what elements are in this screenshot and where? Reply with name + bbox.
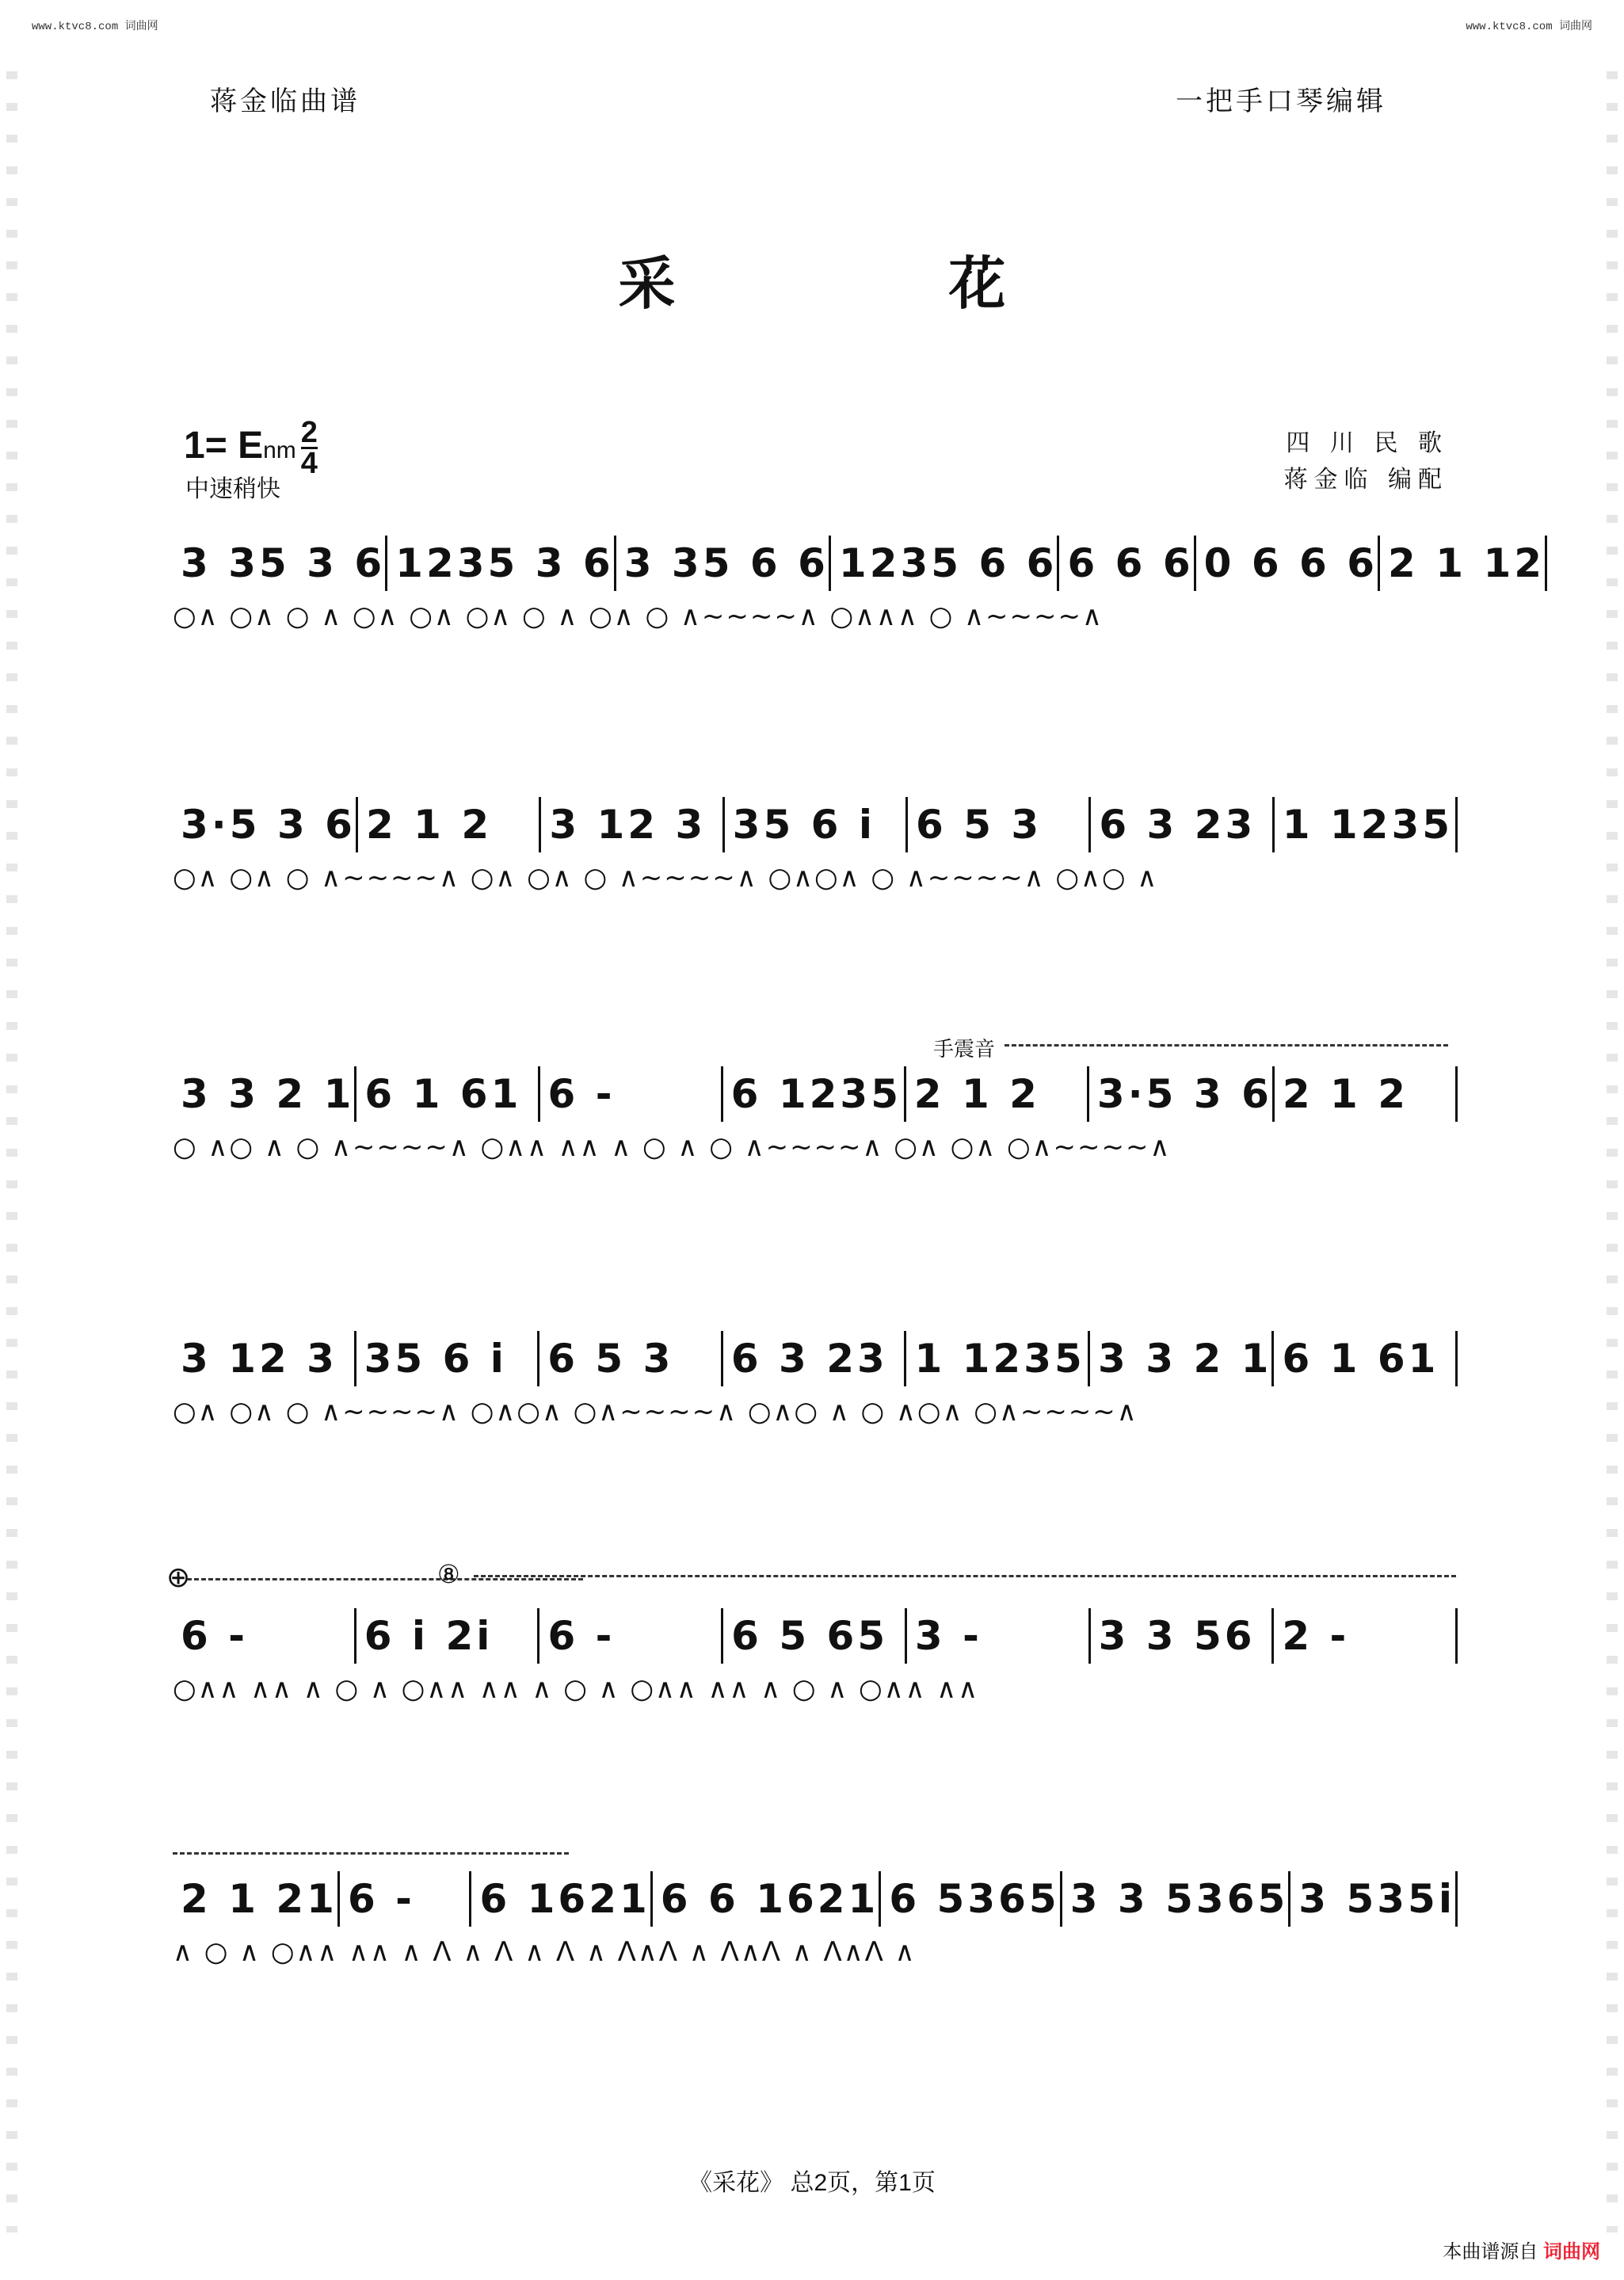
measure: 3 3 56: [1088, 1608, 1272, 1664]
notes-row: [173, 536, 1546, 591]
measure: 6 -: [337, 1871, 469, 1927]
measure: 6 5 3: [905, 797, 1088, 852]
measure: 3 535i: [1288, 1871, 1458, 1927]
measure: 6 5 3: [537, 1331, 721, 1386]
left-decorative-strip: [6, 48, 17, 2232]
measure: 3 12 3: [181, 1336, 337, 1382]
measure: 6 5 65: [721, 1608, 905, 1664]
breath-marks-row: ∧ ○ ∧ ○∧∧ ∧∧ ∧ Λ ∧ Λ ∧ Λ ∧ Λ∧Λ ∧ Λ∧Λ ∧ Λ∧Λ ∧: [173, 1936, 917, 1968]
measure: 3 12 3: [539, 797, 722, 852]
measure: 2 1 12: [1378, 536, 1547, 591]
measure: 3 3 2 1: [181, 1071, 355, 1117]
measure: 2 1 2: [904, 1066, 1087, 1122]
notes-row: [173, 1331, 1458, 1386]
header-right: 一把手口琴编辑: [1176, 86, 1386, 117]
right-decorative-strip: [1607, 48, 1618, 2232]
source-brand-link[interactable]: 词曲网: [1543, 2241, 1600, 2263]
measure: 6 3 23: [721, 1331, 905, 1386]
origin-credit: 四 川 民 歌: [1286, 429, 1448, 457]
arranger-credit: 蒋金临 编配: [1283, 466, 1448, 494]
measure: 1235 3 6: [385, 536, 614, 591]
time-bottom: 4: [300, 447, 318, 480]
score-system-5: [166, 1560, 1458, 1711]
key-label: 1= E: [184, 425, 264, 467]
notes-row: [173, 1871, 1458, 1927]
measure: 6 -: [538, 1066, 721, 1122]
measure: 2 1 21: [181, 1876, 337, 1922]
source-credit: [1443, 2236, 1600, 2263]
measure: 6 -: [181, 1613, 248, 1659]
measure: 3 35 6 6: [614, 536, 829, 591]
measure: 1235 6 6: [829, 536, 1058, 591]
measure: 6 1621: [469, 1871, 650, 1927]
measure: 3·5 3 6: [181, 802, 356, 848]
measure: 0 6 6 6: [1194, 536, 1378, 591]
tempo-marking: 中速稍快: [185, 475, 280, 503]
segno-icon: ⑧: [437, 1560, 460, 1588]
measure: 3 3 5365: [1060, 1871, 1289, 1927]
header-left: 蒋金临曲谱: [210, 86, 360, 117]
coda-bracket-line: [187, 1578, 583, 1580]
measure: 2 1 2: [1272, 1066, 1458, 1122]
measure: 6 1235: [721, 1066, 904, 1122]
time-top: 2: [300, 416, 318, 449]
measure: 6 1 61: [354, 1066, 537, 1122]
vibrato-mark: 手震音: [933, 1038, 996, 1062]
measure: 1 1235: [904, 1331, 1088, 1386]
measure: 2 -: [1271, 1608, 1458, 1664]
measure: 6 5365: [879, 1871, 1059, 1927]
measure: 3·5 3 6: [1087, 1066, 1272, 1122]
breath-marks-row: ○∧ ○∧ ○ ∧ ○∧ ○∧ ○∧ ○ ∧ ○∧ ○ ∧~~~~∧ ○∧∧∧ ○ ∧~~~~∧: [173, 601, 1104, 632]
measure: 35 6 i: [722, 797, 905, 852]
score-system-2: [173, 797, 1458, 900]
repeat-extension-line: [474, 1575, 1456, 1577]
score-system-4: [173, 1331, 1458, 1434]
measure: 1 1235: [1272, 797, 1458, 852]
measure: 3 35 3 6: [181, 540, 386, 586]
site-url-left: www.ktvc8.com 词曲网: [32, 21, 158, 33]
site-url-right: www.ktvc8.com 词曲网: [1466, 21, 1592, 33]
breath-marks-row: ○ ∧○ ∧ ○ ∧~~~~∧ ○∧∧ ∧∧ ∧ ○ ∧ ○ ∧~~~~∧ ○∧ ○∧ ○∧~~~~∧: [173, 1131, 1172, 1163]
measure: 6 -: [537, 1608, 721, 1664]
breath-marks-row: ○∧ ○∧ ○ ∧~~~~∧ ○∧ ○∧ ○ ∧~~~~∧ ○∧○∧ ○ ∧~~~~∧ ○∧○ ∧: [173, 862, 1159, 894]
score-system-6: [173, 1871, 1458, 1974]
measure: 6 6 1621: [650, 1871, 879, 1927]
measure: 35 6 i: [354, 1331, 538, 1386]
score-system-1: [173, 536, 1546, 639]
vibrato-extension-line: [1005, 1044, 1448, 1047]
source-label: 本曲谱源自: [1443, 2241, 1538, 2263]
measure: 6 3 23: [1088, 797, 1271, 852]
score-system-3: [173, 1038, 1458, 1169]
measure: 2 1 2: [356, 797, 539, 852]
measure: 6 i 2i: [354, 1608, 538, 1664]
measure: 6 6 6: [1057, 536, 1193, 591]
key-mode: nm: [263, 437, 296, 464]
notes-row: [173, 1066, 1458, 1122]
time-signature: [301, 418, 318, 478]
notes-row: [173, 1608, 1458, 1664]
page-title: 采 花: [618, 250, 1133, 317]
breath-marks-row: ○∧∧ ∧∧ ∧ ○ ∧ ○∧∧ ∧∧ ∧ ○ ∧ ○∧∧ ∧∧ ∧ ○ ∧ ○∧∧ ∧∧: [173, 1673, 980, 1705]
coda-icon: ⊕: [166, 1561, 191, 1593]
notes-row: [173, 797, 1458, 852]
measure: 3 -: [905, 1608, 1088, 1664]
repeat-bracket-line: [173, 1852, 569, 1855]
measure: 6 1 61: [1271, 1331, 1458, 1386]
measure: 3 3 2 1: [1088, 1331, 1271, 1386]
breath-marks-row: ○∧ ○∧ ○ ∧~~~~∧ ○∧○∧ ○∧~~~~∧ ○∧○ ∧ ○ ∧○∧ ○∧~~~~∧: [173, 1396, 1138, 1428]
page-footer: 《采花》 总2页，第1页: [688, 2170, 936, 2196]
